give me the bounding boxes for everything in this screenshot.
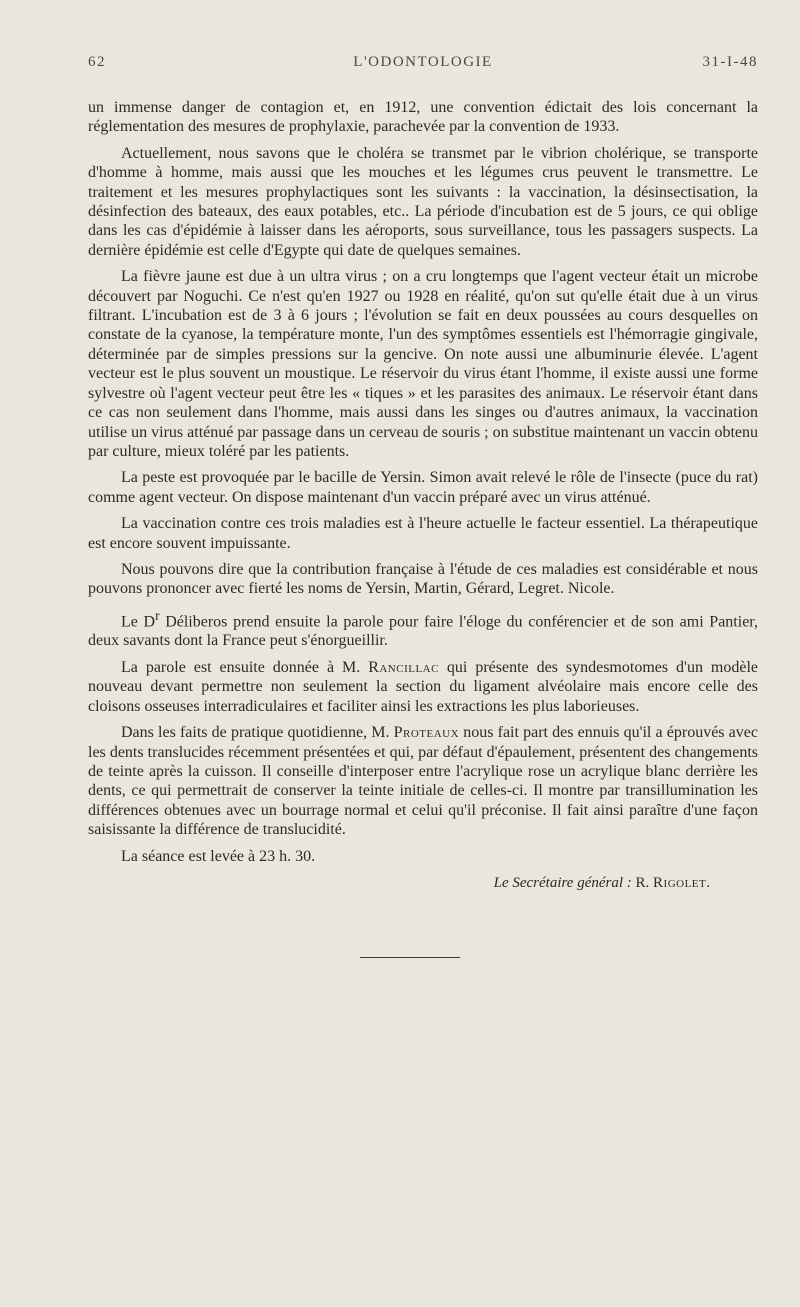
paragraph-vaccination: La vaccination contre ces trois maladies est à l'heure actuelle le facteur essentiel. La thérapeutique est encore souvent impuissante. <box>88 515 758 552</box>
deliberos-text-before: Le D <box>121 613 156 631</box>
rancillac-name: Rancillac <box>368 658 439 676</box>
signature-title: Le Secrétaire général : <box>493 874 632 891</box>
paragraph-proteaux <box>88 723 758 839</box>
issue-date: 31-I-48 <box>702 54 758 70</box>
page-number: 62 <box>88 54 106 70</box>
proteaux-text-before: Dans les faits de pratique quotidienne, M. <box>121 724 394 742</box>
doctor-superscript: r <box>155 607 160 623</box>
journal-title: L'ODONTOLOGIE <box>353 54 493 70</box>
paragraph-closing: La séance est levée à 23 h. 30. <box>121 847 316 865</box>
signature-name: Rigolet <box>653 874 707 891</box>
paragraph-rancillac <box>88 658 758 716</box>
paragraph-deliberos <box>88 606 758 651</box>
rancillac-text-before: La parole est ensuite donnée à M. <box>121 658 369 676</box>
paragraph-contribution: Nous pouvons dire que la contribution française à l'étude de ces maladies est considérable et nous pouvons prononcer avec fierté les noms de Yersin, Martin, Gérard, Legret. Nicole. <box>88 560 758 598</box>
article-body <box>88 98 758 866</box>
signature-line <box>88 873 758 893</box>
paragraph-peste: La peste est provoquée par le bacille de Yersin. Simon avait relevé le rôle de l'insecte (puce du rat) comme agent vecteur. On dispose maintenant d'un vaccin préparé avec un virus atténué. <box>88 469 758 506</box>
signature-initial: R. <box>635 874 654 891</box>
signature-period: . <box>706 874 710 891</box>
running-header <box>88 54 758 76</box>
paragraph-cholera: Actuellement, nous savons que le choléra se transmet par le vibrion cholérique, se transporte d'homme à homme, mais aussi que les mouches et les légumes crus peuvent le transmettre. Le traitement et les mesures prophylactiques sont les suivants : la vaccination, la désinsectisation, la désinfection des bateaux, des eaux potables, etc.. La période d'incubation est de 5 jours, ce qui oblige dans les cas d'épidémie à laisser dans les aéroports, sous surveillance, tous les passagers suspects. La dernière épidémie est celle d'Egypte qui date de quelques semaines. <box>88 144 758 259</box>
paragraph-fievre-jaune: La fièvre jaune est due à un ultra virus ; on a cru longtemps que l'agent vecteur était un microbe découvert par Noguchi. Ce n'est qu'en 1927 ou 1928 en réalité, qu'on sut qu'elle était due à un virus filtrant. L'incubation est de 3 à 6 jours ; l'évolution se fait en deux poussées au cours desquelles on constate de la cyanose, la température monte, l'un des symptômes essentiels est l'hémorragie gingivale, déterminée par de simples pressions sur la gencive. On note aussi une albuminurie élevée. L'agent vecteur est le plus souvent un moustique. Le réservoir du virus étant l'homme, il existe aussi une forme sylvestre où l'agent vecteur peut être les « tiques » et les parasites des animaux. Le réservoir étant dans ce cas non seulement dans l'homme, mais aussi dans les singes ou d'autres animaux, la vaccination utilise un virus atténué par passage dans un cerveau de souris ; on substitue maintenant un vaccin obtenu par culture, mieux toléré par les patients. <box>88 268 758 460</box>
rancillac-text-after: qui présente des syndesmotomes d'un modèle nouveau devant permettre non seulement la section du ligament alvéolaire mais encore celle des cloisons osseuses interradiculaires et faciliter ainsi les extractions les plus laborieuses. <box>88 658 758 715</box>
deliberos-text-after: Déliberos prend ensuite la parole pour faire l'éloge du conférencier et de son ami Pantier, deux savants dont la France peut s'énorgueillir. <box>88 613 758 650</box>
proteaux-name: Proteaux <box>393 724 460 742</box>
section-divider <box>360 957 460 958</box>
paragraph-convention: un immense danger de contagion et, en 1912, une convention édictait des lois concernant la réglementation des mesures de prophylaxie, parachevée par la convention de 1933. <box>88 99 758 136</box>
proteaux-text-after: nous fait part des ennuis qu'il a éprouvés avec les dents translucides récemment présentées et qui, par défaut d'épaulement, présentent des changements de teinte après la cuisson. Il conseille d'interposer entre l'acrylique rose un acrylique blanc derrière les dents, ce qui permettrait de conserver la teinte initiale de celles-ci. Il montre par transillumination les différences obtenues avec un bourrage normal et celui qu'il préconise. Il fait ainsi paraître d'une façon saisissante la différence de translucidité. <box>88 724 758 839</box>
